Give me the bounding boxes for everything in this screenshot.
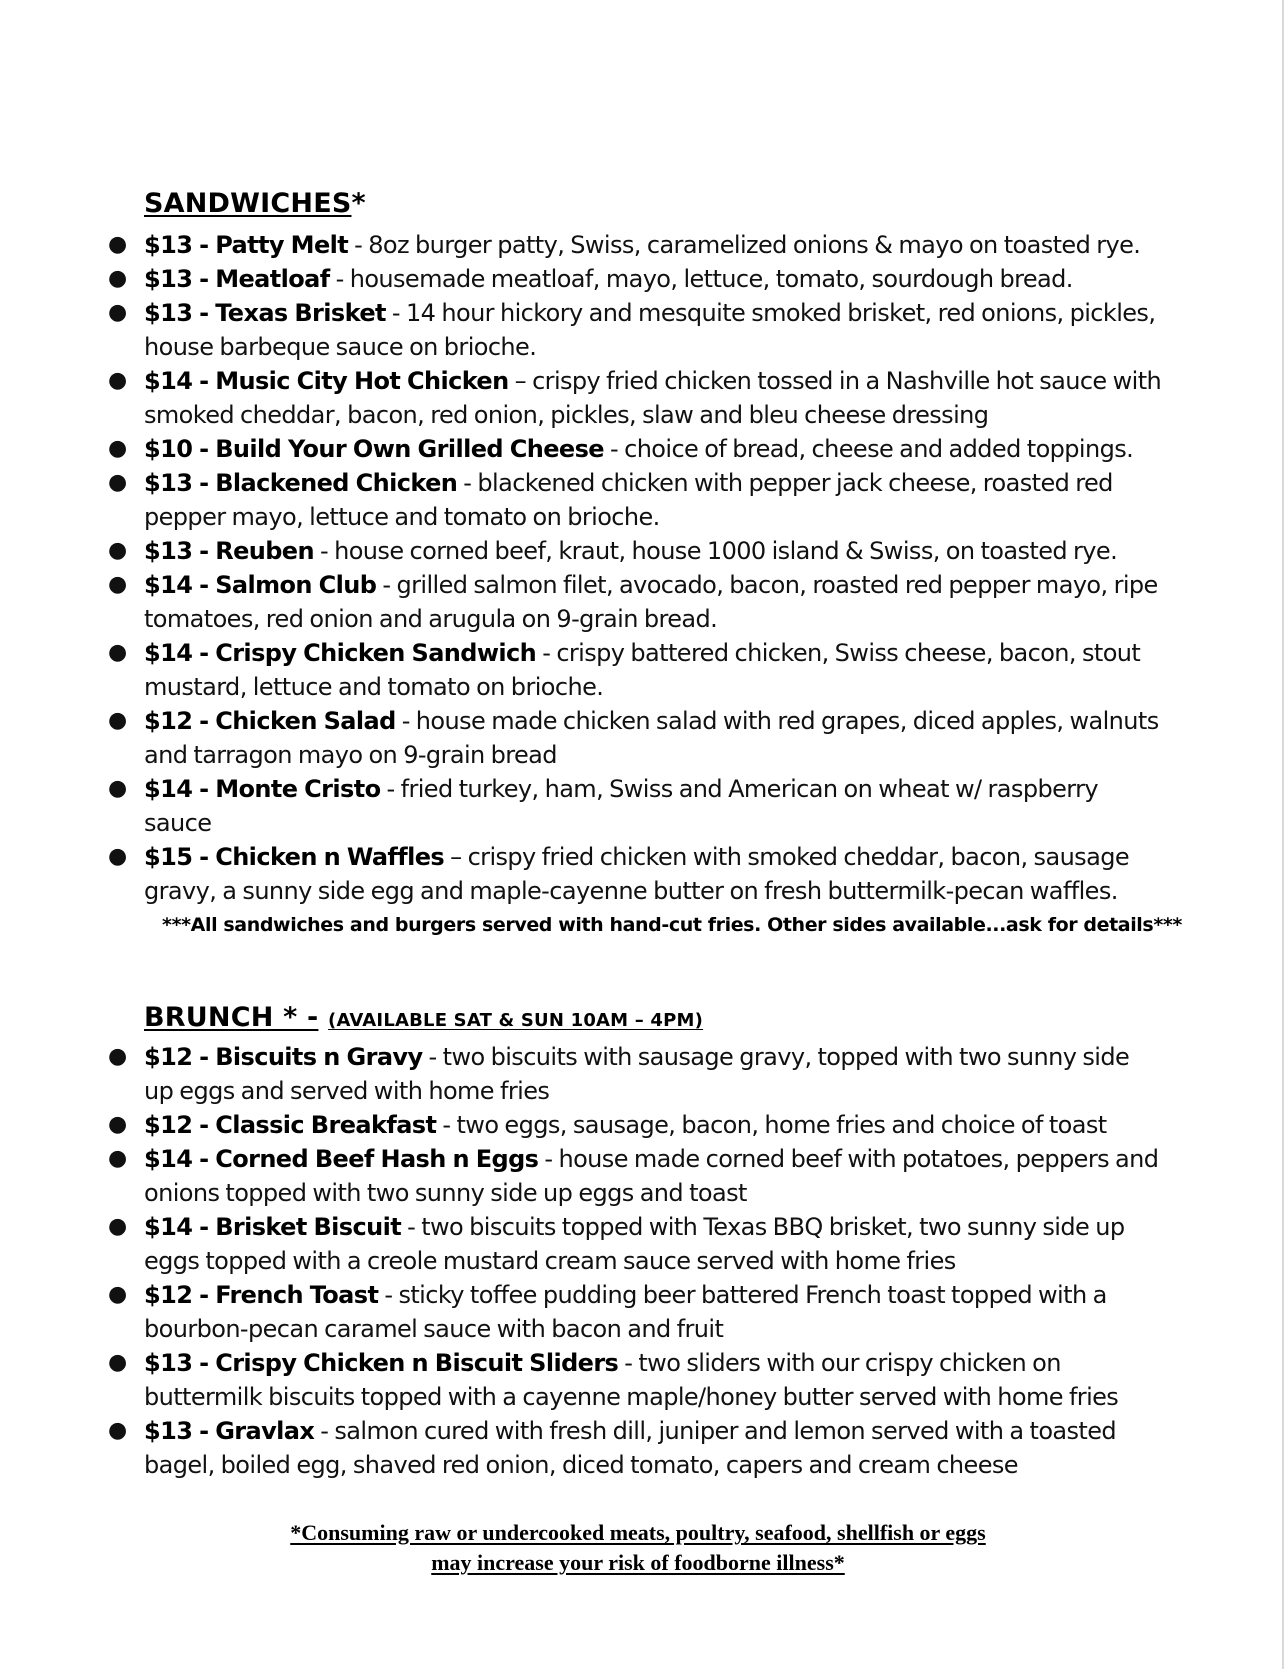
- item-name: Build Your Own Grilled Cheese: [215, 435, 604, 463]
- item-name: Salmon Club: [215, 571, 377, 599]
- item-price: $13: [144, 1417, 193, 1445]
- item-price: $14: [144, 639, 193, 667]
- item-description: choice of bread, cheese and added toppings.: [624, 435, 1134, 463]
- sandwiches-title: SANDWICHES: [144, 188, 352, 219]
- brunch-title: BRUNCH * -: [144, 1002, 319, 1033]
- item-name: Corned Beef Hash n Eggs: [215, 1145, 539, 1173]
- item-separator: -: [376, 571, 397, 599]
- item-separator: -: [538, 1145, 559, 1173]
- item-separator: –: [444, 843, 468, 871]
- menu-item: ● $14 - Corned Beef Hash n Eggs - house made corned beef with potatoes, peppers and onions topped with two sunny side up eggs and toast: [144, 1142, 1164, 1210]
- item-separator: -: [457, 469, 478, 497]
- warning-line-2: may increase your risk of foodborne illness*: [431, 1550, 845, 1575]
- item-separator: -: [618, 1349, 639, 1377]
- bullet-icon: ●: [108, 1214, 127, 1239]
- bullet-icon: ●: [108, 368, 127, 393]
- item-separator: -: [603, 435, 625, 463]
- bullet-icon: ●: [108, 436, 127, 461]
- item-name: Chicken n Waffles: [215, 843, 445, 871]
- menu-item: ● $13 - Crispy Chicken n Biscuit Sliders - two sliders with our crispy chicken on buttermilk biscuits topped with a cayenne maple/honey butter served with home fries: [144, 1346, 1164, 1414]
- bullet-icon: ●: [108, 266, 127, 291]
- item-price: $14: [144, 571, 193, 599]
- item-price: $10: [144, 435, 193, 463]
- item-price: $12: [144, 707, 193, 735]
- item-name: Blackened Chicken: [215, 469, 458, 497]
- item-price: $12: [144, 1281, 193, 1309]
- brunch-list: [108, 1040, 1164, 1482]
- item-description: blackened chicken with pepper jack cheese, roasted red pepper mayo, lettuce and tomato on brioche.: [144, 469, 1113, 531]
- item-price: $13: [144, 1349, 193, 1377]
- item-description: 14 hour hickory and mesquite smoked brisket, red onions, pickles, house barbeque sauce on brioche.: [144, 299, 1156, 361]
- sandwiches-heading: [144, 188, 366, 220]
- item-description: grilled salmon filet, avocado, bacon, roasted red pepper mayo, ripe tomatoes, red onion and arugula on 9-grain bread.: [144, 571, 1158, 633]
- menu-item: ● $12 - Biscuits n Gravy - two biscuits with sausage gravy, topped with two sunny side up eggs and served with home fries: [144, 1040, 1164, 1108]
- item-description: two biscuits with sausage gravy, topped with two sunny side up eggs and served with home fries: [144, 1043, 1130, 1105]
- item-name: Patty Melt: [215, 231, 349, 259]
- item-name: Crispy Chicken n Biscuit Sliders: [215, 1349, 619, 1377]
- item-name: Monte Cristo: [215, 775, 381, 803]
- item-name: Gravlax: [215, 1417, 315, 1445]
- item-name: French Toast: [215, 1281, 379, 1309]
- menu-item: ● $14 - Brisket Biscuit - two biscuits topped with Texas BBQ brisket, two sunny side up eggs topped with a creole mustard cream sauce served with home fries: [144, 1210, 1164, 1278]
- item-name: Classic Breakfast: [215, 1111, 437, 1139]
- item-description: salmon cured with fresh dill, juniper and lemon served with a toasted bagel, boiled egg, shaved red onion, diced tomato, capers and cream cheese: [144, 1417, 1117, 1479]
- item-description: sticky toffee pudding beer battered French toast topped with a bourbon-pecan caramel sauce with bacon and fruit: [144, 1281, 1107, 1343]
- sandwiches-list: [108, 228, 1164, 908]
- bullet-icon: ●: [108, 538, 127, 563]
- menu-item: ● $13 - Meatloaf - housemade meatloaf, mayo, lettuce, tomato, sourdough bread.: [144, 262, 1164, 296]
- item-price: $14: [144, 775, 193, 803]
- item-separator: -: [536, 639, 557, 667]
- item-separator: -: [314, 1417, 335, 1445]
- bullet-icon: ●: [108, 1282, 127, 1307]
- sides-note: ***All sandwiches and burgers served with hand-cut fries. Other sides available...ask for details***: [162, 914, 1182, 936]
- brunch-heading: [144, 1002, 703, 1037]
- menu-item: ● $10 - Build Your Own Grilled Cheese - choice of bread, cheese and added toppings.: [144, 432, 1164, 466]
- item-price: $13: [144, 299, 193, 327]
- item-separator: -: [313, 537, 335, 565]
- item-description: 8oz burger patty, Swiss, caramelized onions & mayo on toasted rye.: [368, 231, 1141, 259]
- bullet-icon: ●: [108, 1112, 127, 1137]
- item-description: two sliders with our crispy chicken on buttermilk biscuits topped with a cayenne maple/honey butter served with home fries: [144, 1349, 1119, 1411]
- item-separator: -: [378, 1281, 399, 1309]
- item-price: $13: [144, 231, 193, 259]
- menu-item: ● $13 - Gravlax - salmon cured with fresh dill, juniper and lemon served with a toasted bagel, boiled egg, shaved red onion, diced tomato, capers and cream cheese: [144, 1414, 1164, 1482]
- bullet-icon: ●: [108, 1146, 127, 1171]
- item-description: house corned beef, kraut, house 1000 island & Swiss, on toasted rye.: [334, 537, 1118, 565]
- bullet-icon: ●: [108, 1044, 127, 1069]
- bullet-icon: ●: [108, 1418, 127, 1443]
- item-name: Crispy Chicken Sandwich: [215, 639, 537, 667]
- menu-item: ● $13 - Patty Melt - 8oz burger patty, Swiss, caramelized onions & mayo on toasted rye.: [144, 228, 1164, 262]
- item-name: Brisket Biscuit: [215, 1213, 402, 1241]
- menu-item: ● $13 - Texas Brisket - 14 hour hickory and mesquite smoked brisket, red onions, pickles, house barbeque sauce on brioche.: [144, 296, 1164, 364]
- bullet-icon: ●: [108, 776, 127, 801]
- item-description: two eggs, sausage, bacon, home fries and choice of toast: [456, 1111, 1107, 1139]
- item-name: Biscuits n Gravy: [215, 1043, 423, 1071]
- item-description: housemade meatloaf, mayo, lettuce, tomato, sourdough bread.: [349, 265, 1073, 293]
- item-separator: -: [395, 707, 416, 735]
- item-price: $12: [144, 1043, 193, 1071]
- menu-item: ● $12 - Chicken Salad - house made chicken salad with red grapes, diced apples, walnuts and tarragon mayo on 9-grain bread: [144, 704, 1164, 772]
- menu-item: ● $14 - Monte Cristo - fried turkey, ham, Swiss and American on wheat w/ raspberry sauce: [144, 772, 1164, 840]
- item-name: Reuben: [215, 537, 314, 565]
- bullet-icon: ●: [108, 470, 127, 495]
- menu-item: ● $13 - Reuben - house corned beef, kraut, house 1000 island & Swiss, on toasted rye.: [144, 534, 1164, 568]
- item-price: $13: [144, 265, 193, 293]
- menu-item: ● $12 - Classic Breakfast - two eggs, sausage, bacon, home fries and choice of toast: [144, 1108, 1164, 1142]
- bullet-icon: ●: [108, 572, 127, 597]
- bullet-icon: ●: [108, 640, 127, 665]
- menu-item: ● $14 - Music City Hot Chicken – crispy fried chicken tossed in a Nashville hot sauce with smoked cheddar, bacon, red onion, pickles, slaw and bleu cheese dressing: [144, 364, 1164, 432]
- item-price: $13: [144, 469, 193, 497]
- item-price: $12: [144, 1111, 193, 1139]
- item-description: two biscuits topped with Texas BBQ brisket, two sunny side up eggs topped with a creole mustard cream sauce served with home fries: [144, 1213, 1125, 1275]
- menu-item: ● $13 - Blackened Chicken - blackened chicken with pepper jack cheese, roasted red pepper mayo, lettuce and tomato on brioche.: [144, 466, 1164, 534]
- item-price: $15: [144, 843, 193, 871]
- item-description: house made corned beef with potatoes, peppers and onions topped with two sunny side up eggs and toast: [144, 1145, 1159, 1207]
- bullet-icon: ●: [108, 300, 127, 325]
- warning-line-1: *Consuming raw or undercooked meats, poultry, seafood, shellfish or eggs: [290, 1520, 986, 1545]
- brunch-availability: (AVAILABLE SAT & SUN 10AM – 4PM): [328, 1010, 704, 1031]
- item-separator: -: [401, 1213, 422, 1241]
- menu-item: ● $15 - Chicken n Waffles – crispy fried chicken with smoked cheddar, bacon, sausage gravy, a sunny side egg and maple-cayenne butter on fresh buttermilk-pecan waffles.: [144, 840, 1164, 908]
- item-price: $14: [144, 1213, 193, 1241]
- menu-item: ● $14 - Salmon Club - grilled salmon filet, avocado, bacon, roasted red pepper mayo, ripe tomatoes, red onion and arugula on 9-grain bread.: [144, 568, 1164, 636]
- item-name: Meatloaf: [215, 265, 330, 293]
- item-separator: -: [380, 775, 401, 803]
- menu-item: ● $14 - Crispy Chicken Sandwich - crispy battered chicken, Swiss cheese, bacon, stout mustard, lettuce and tomato on brioche.: [144, 636, 1164, 704]
- menu-item: ● $12 - French Toast - sticky toffee pudding beer battered French toast topped with a bourbon-pecan caramel sauce with bacon and fruit: [144, 1278, 1164, 1346]
- bullet-icon: ●: [108, 844, 127, 869]
- item-separator: -: [348, 231, 369, 259]
- item-separator: -: [329, 265, 350, 293]
- item-separator: -: [436, 1111, 457, 1139]
- item-description: crispy fried chicken with smoked cheddar, bacon, sausage gravy, a sunny side egg and maple-cayenne butter on fresh buttermilk-pecan waffles.: [144, 843, 1129, 905]
- bullet-icon: ●: [108, 1350, 127, 1375]
- item-description: crispy fried chicken tossed in a Nashville hot sauce with smoked cheddar, bacon, red onion, pickles, slaw and bleu cheese dressing: [144, 367, 1162, 429]
- bullet-icon: ●: [108, 708, 127, 733]
- item-name: Music City Hot Chicken: [215, 367, 509, 395]
- item-separator: -: [385, 299, 406, 327]
- sandwiches-star: *: [351, 188, 366, 219]
- food-safety-warning: [0, 1518, 1276, 1578]
- item-price: $14: [144, 367, 193, 395]
- item-separator: –: [508, 367, 533, 395]
- item-separator: -: [422, 1043, 443, 1071]
- item-price: $13: [144, 537, 193, 565]
- item-description: crispy battered chicken, Swiss cheese, bacon, stout mustard, lettuce and tomato on brioche.: [144, 639, 1141, 701]
- item-name: Chicken Salad: [215, 707, 396, 735]
- item-name: Texas Brisket: [215, 299, 386, 327]
- bullet-icon: ●: [108, 232, 127, 257]
- item-description: house made chicken salad with red grapes, diced apples, walnuts and tarragon mayo on 9-grain bread: [144, 707, 1159, 769]
- item-price: $14: [144, 1145, 193, 1173]
- item-description: fried turkey, ham, Swiss and American on wheat w/ raspberry sauce: [144, 775, 1098, 837]
